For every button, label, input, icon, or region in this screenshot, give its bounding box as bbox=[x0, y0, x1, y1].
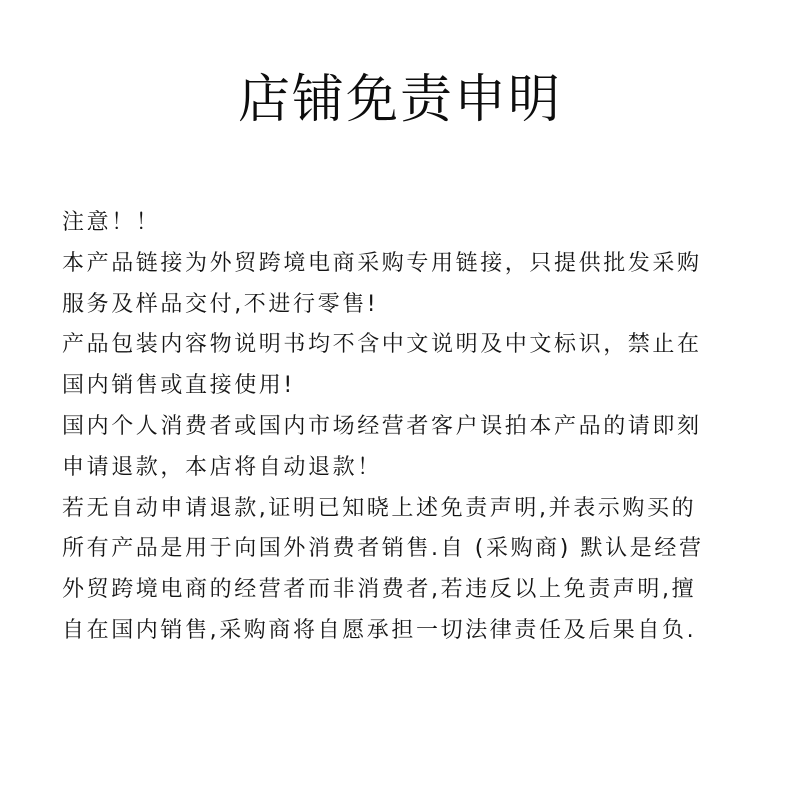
disclaimer-line-notice: 注意！！ bbox=[62, 210, 161, 235]
disclaimer-line: 产品包装内容物说明书均不含中文说明及中文标识，禁止在 bbox=[62, 332, 702, 358]
disclaimer-line: 本产品链接为外贸跨境电商采购专用链接，只提供批发采购 bbox=[62, 250, 702, 276]
disclaimer-line: 申请退款，本店将自动退款！ bbox=[62, 454, 382, 480]
page-title: 店铺免责申明 bbox=[237, 70, 562, 130]
disclaimer-body bbox=[62, 203, 752, 652]
disclaimer-line: 国内个人消费者或国内市场经营者客户误拍本产品的请即刻 bbox=[62, 413, 702, 439]
disclaimer-line: 若无自动申请退款,证明已知晓上述免责声明,并表示购买的 bbox=[62, 495, 697, 521]
disclaimer-line: 国内销售或直接使用! bbox=[62, 373, 295, 399]
disclaimer-line: 所有产品是用于向国外消费者销售.自 (采购商) 默认是经营 bbox=[62, 536, 704, 562]
disclaimer-line: 自在国内销售,采购商将自愿承担一切法律责任及后果自负. bbox=[62, 617, 697, 643]
disclaimer-line: 外贸跨境电商的经营者而非消费者,若违反以上免责声明,擅 bbox=[62, 577, 697, 603]
disclaimer-line: 服务及样品交付,不进行零售! bbox=[62, 291, 379, 317]
